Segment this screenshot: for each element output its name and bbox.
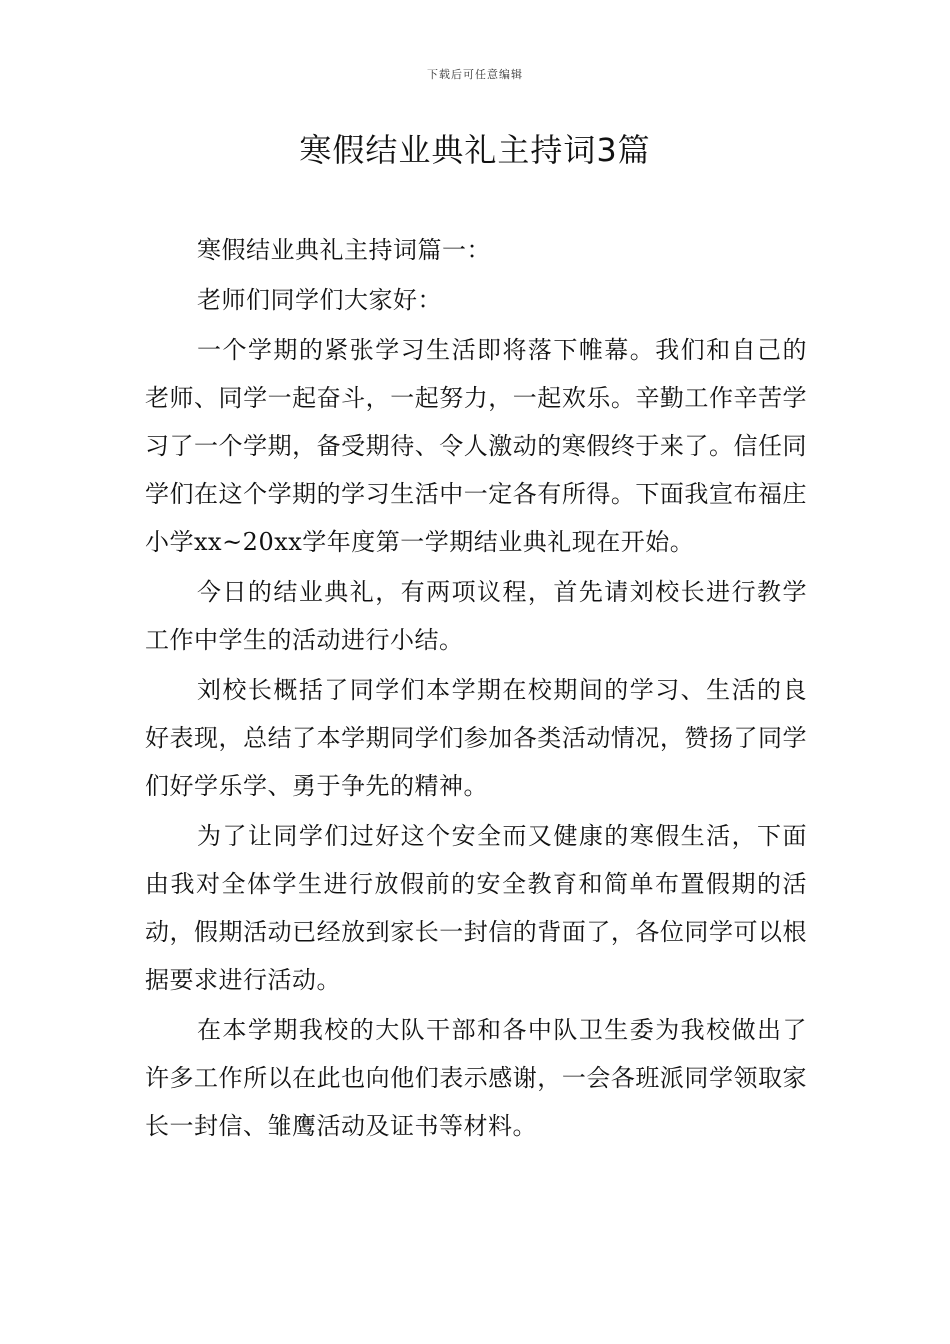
paragraph-greeting: 老师们同学们大家好： (197, 286, 442, 314)
document-title: 寒假结业典礼主持词3篇 (299, 131, 651, 169)
paragraph-principal-summary: 刘校长概括了同学们本学期在校期间的学习、生活的良好表现，总结了本学期同学们参加各类活动情况，赞扬了同学们好学乐学、勇于争先的精神。 (145, 676, 807, 800)
paragraph-section-heading: 寒假结业典礼主持词篇一： (197, 236, 491, 264)
paragraph-opening: 一个学期的紧张学习生活即将落下帷幕。我们和自己的老师、同学一起奋斗，一起努力，一起欢乐。辛勤工作辛苦学习了一个学期，备受期待、令人激动的寒假终于来了。信任同学们在这个学期的学习生活中一定各有所得。下面我宣布福庄小学xx~20xx学年度第一学期结业典礼现在开始。 (145, 336, 807, 556)
document-body (145, 226, 807, 1152)
header-note: 下载后可任意编辑 (427, 68, 523, 81)
paragraph-safety-education: 为了让同学们过好这个安全而又健康的寒假生活，下面由我对全体学生进行放假前的安全教育和简单布置假期的活动，假期活动已经放到家长一封信的背面了，各位同学可以根据要求进行活动。 (145, 822, 807, 994)
paragraph-thanks: 在本学期我校的大队干部和各中队卫生委为我校做出了许多工作所以在此也向他们表示感谢，一会各班派同学领取家长一封信、雏鹰活动及证书等材料。 (145, 1016, 807, 1140)
paragraph-agenda: 今日的结业典礼，有两项议程，首先请刘校长进行教学工作中学生的活动进行小结。 (145, 578, 807, 654)
